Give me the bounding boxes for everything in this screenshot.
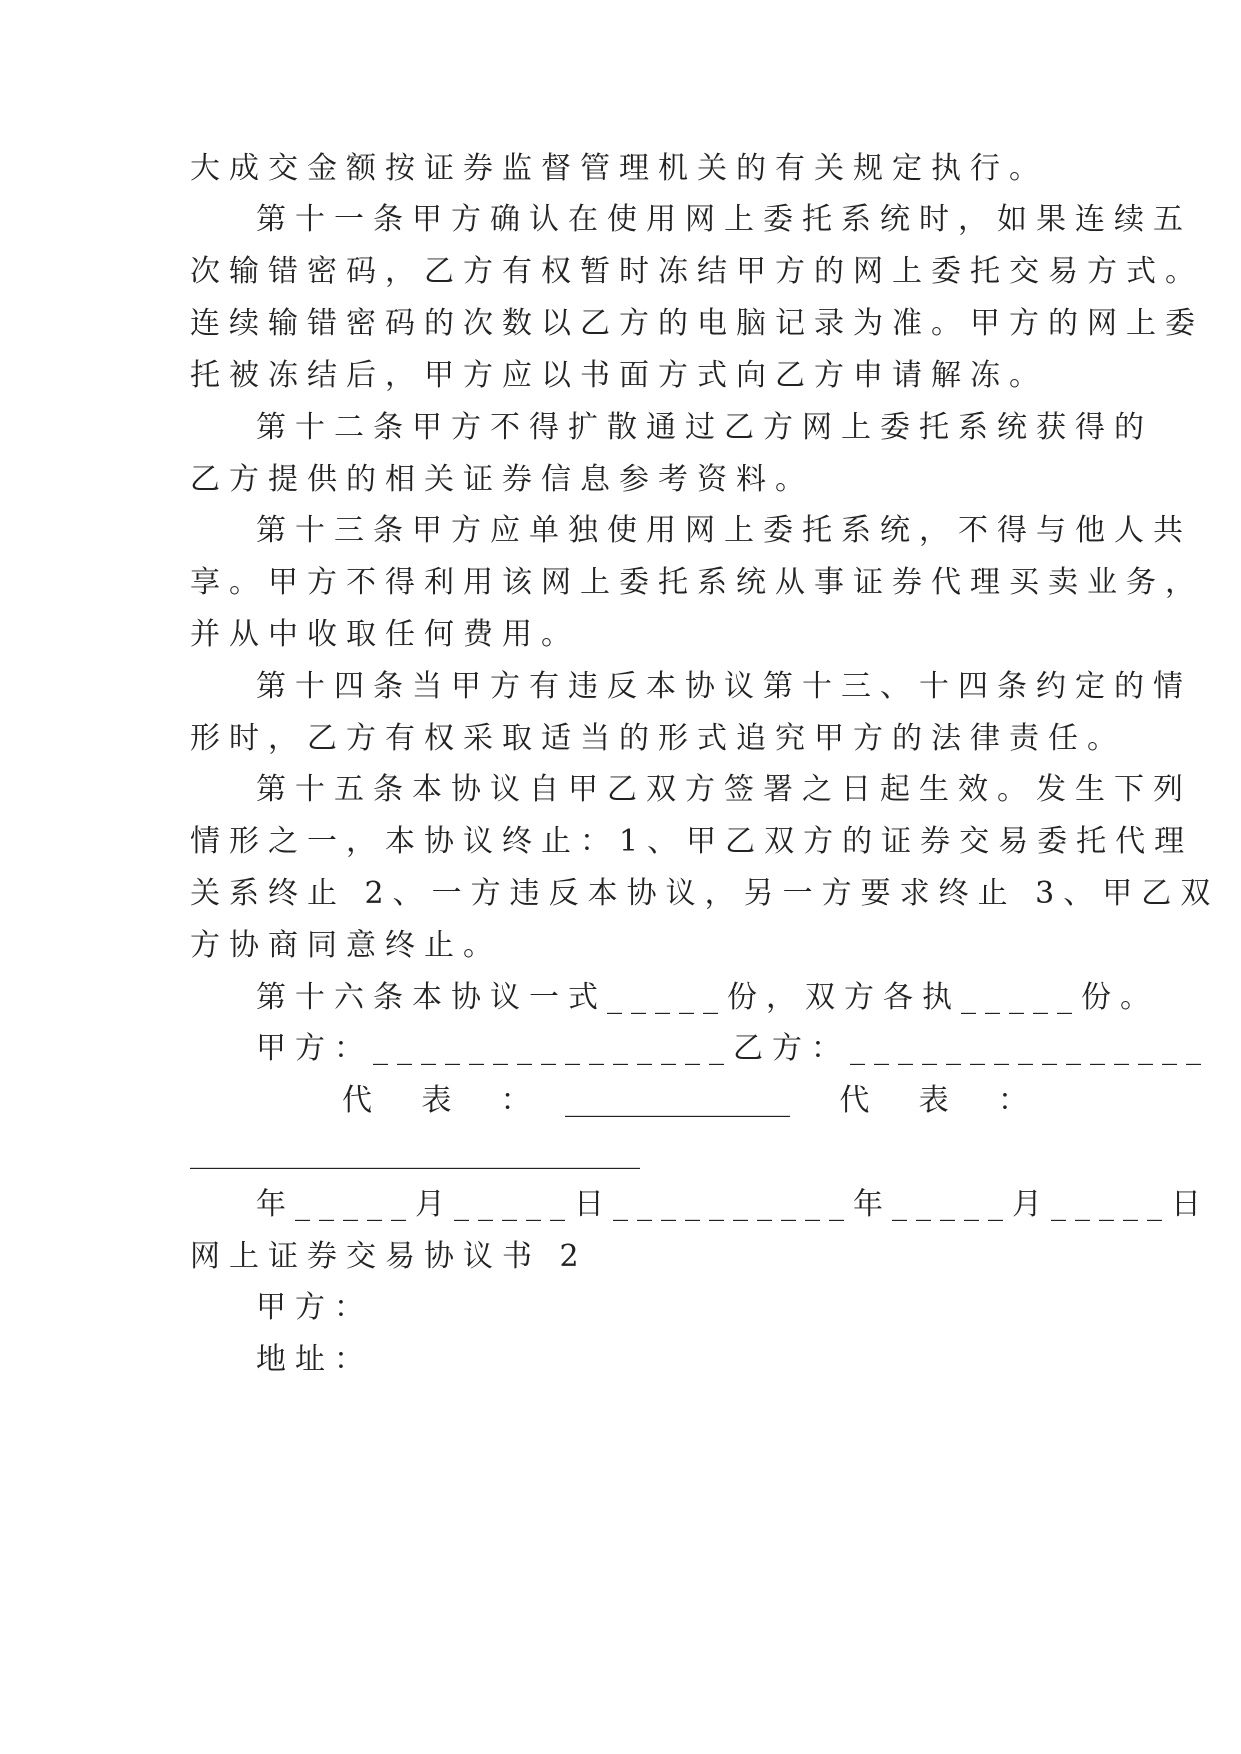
signature-line: 甲方：_______________乙方：_______________ (256, 1031, 1210, 1066)
text-line: 并从中收取任何费用。 (190, 617, 580, 652)
text-line: 第十一条甲方确认在使用网上委托系统时，如果连续五 (256, 202, 1192, 237)
text-line: 托被冻结后，甲方应以书面方式向乙方申请解冻。 (190, 358, 1048, 393)
text-line: 大成交金额按证券监督管理机关的有关规定执行。 (190, 151, 1048, 186)
text-line: 情形之一，本协议终止：1、甲乙双方的证券交易委托代理 (190, 824, 1194, 859)
text-line: 第十六条本协议一式_____份，双方各执_____份。 (256, 980, 1159, 1015)
text-line: 乙方提供的相关证券信息参考资料。 (190, 462, 814, 497)
text-line: 享。甲方不得利用该网上委托系统从事证券代理买卖业务， (190, 565, 1204, 600)
party-a-label: 甲方： (256, 1290, 373, 1325)
text-line: 连续输错密码的次数以乙方的电脑记录为准。甲方的网上委 (190, 306, 1204, 341)
text-line: 第十四条当甲方有违反本协议第十三、十四条约定的情 (256, 669, 1192, 704)
text-line: 第十二条甲方不得扩散通过乙方网上委托系统获得的 (256, 410, 1153, 445)
text-line: 形时，乙方有权采取适当的形式追究甲方的法律责任。 (190, 721, 1126, 756)
section-title: 网上证券交易协议书 2 (190, 1239, 588, 1274)
date-line: 年_____月_____日__________年_____月_____日 (256, 1187, 1210, 1222)
representative-line: 代 表 ： _______________ 代 表 ： (342, 1083, 1028, 1118)
text-line: 第十五条本协议自甲乙双方签署之日起生效。发生下列 (256, 772, 1192, 807)
text-line: 次输错密码，乙方有权暂时冻结甲方的网上委托交易方式。 (190, 254, 1204, 289)
text-line: 关系终止 2、一方违反本协议，另一方要求终止 3、甲乙双 (190, 876, 1220, 911)
representative-blank-line: ______________________________ (190, 1135, 640, 1170)
text-line: 第十三条甲方应单独使用网上委托系统，不得与他人共 (256, 513, 1192, 548)
address-label: 地址： (256, 1342, 373, 1377)
text-line: 方协商同意终止。 (190, 928, 502, 963)
